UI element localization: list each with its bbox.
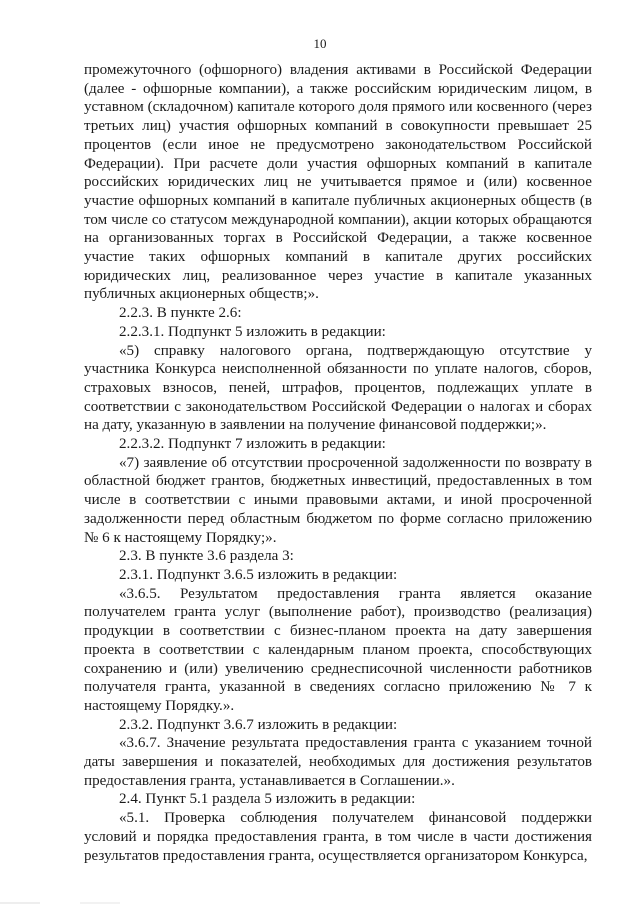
scan-edge-artifact	[0, 902, 640, 904]
paragraph-2-2-3-1: 2.2.3.1. Подпункт 5 изложить в редакции:	[119, 323, 386, 340]
paragraph-subitem-7: «7) заявление об отсутствии просроченной задолженности по возврату в областной бюджет грантов, бюджетных инвестиций, предоставленных в том числе в соответствии с иными правовыми актами, и иной просроченной задолженности перед областным бюджетом по форме согласно приложению № 6 к настоящему Порядку;».	[84, 454, 592, 546]
paragraph-2-3: 2.3. В пункте 3.6 раздела 3:	[119, 548, 294, 565]
paragraph-2-4: 2.4. Пункт 5.1 раздела 5 изложить в редакции:	[119, 791, 416, 808]
paragraph-offshore-continuation: промежуточного (офшорного) владения активами в Российской Федерации (далее - офшорные компании), а также российским юридическим лицом, в уставном (складочном) капитале которого доля прямого или косвенного (через третьих лиц) участия офшорных компаний в совокупности превышает 25 процентов (если иное не предусмотрено законодательством Российской Федерации). При расчете доли участия офшорных компаний в капитале российских юридических лиц не учитывается прямое и (или) косвенное участие офшорных компаний в капитале публичных акционерных обществ (в том числе со статусом международной компании), акции которых обращаются на организованных торгах в Российской Федерации, а также косвенное участие таких офшорных компаний в капитале других российских юридических лиц, реализованное через участие в капитале указанных публичных акционерных обществ;».	[84, 62, 592, 303]
paragraph-2-2-3-2: 2.2.3.2. Подпункт 7 изложить в редакции:	[119, 436, 386, 453]
paragraph-2-2-3: 2.2.3. В пункте 2.6:	[119, 305, 242, 322]
page-number: 10	[313, 36, 327, 51]
paragraph-2-3-1: 2.3.1. Подпункт 3.6.5 изложить в редакции:	[119, 566, 398, 583]
paragraph-5-1: «5.1. Проверка соблюдения получателем финансовой поддержки условий и порядка предоставления гранта, в том числе в части достижения результатов предоставления гранта, осуществляется организатором Конкурса,	[84, 810, 592, 864]
paragraph-3-6-5: «3.6.5. Результатом предоставления гранта является оказание получателем гранта услуг (выполнение работ), производство (реализация) продукции в соответствии с бизнес-планом проекта на дату завершения проекта в соответствии с календарным планом проекта, способствующих сохранению и (или) увеличению среднесписочной численности работников получателя гранта, указанной в сведениях согласно приложению № 7 к настоящему Порядку.».	[84, 585, 592, 714]
paragraph-3-6-7: «3.6.7. Значение результата предоставления гранта с указанием точной даты завершения и показателей, необходимых для достижения результатов предоставления гранта, устанавливается в Соглашении.».	[84, 735, 592, 789]
paragraph-subitem-5: «5) справку налогового органа, подтверждающую отсутствие у участника Конкурса неисполненной обязанности по уплате налогов, сборов, страховых взносов, пеней, штрафов, процентов, подлежащих уплате в соответствии с законодательством Российской Федерации о налогах и сборах на дату, указанную в заявлении на получение финансовой поддержки;».	[84, 342, 592, 434]
document-body	[84, 61, 592, 865]
paragraph-2-3-2: 2.3.2. Подпункт 3.6.7 изложить в редакции:	[119, 716, 398, 733]
